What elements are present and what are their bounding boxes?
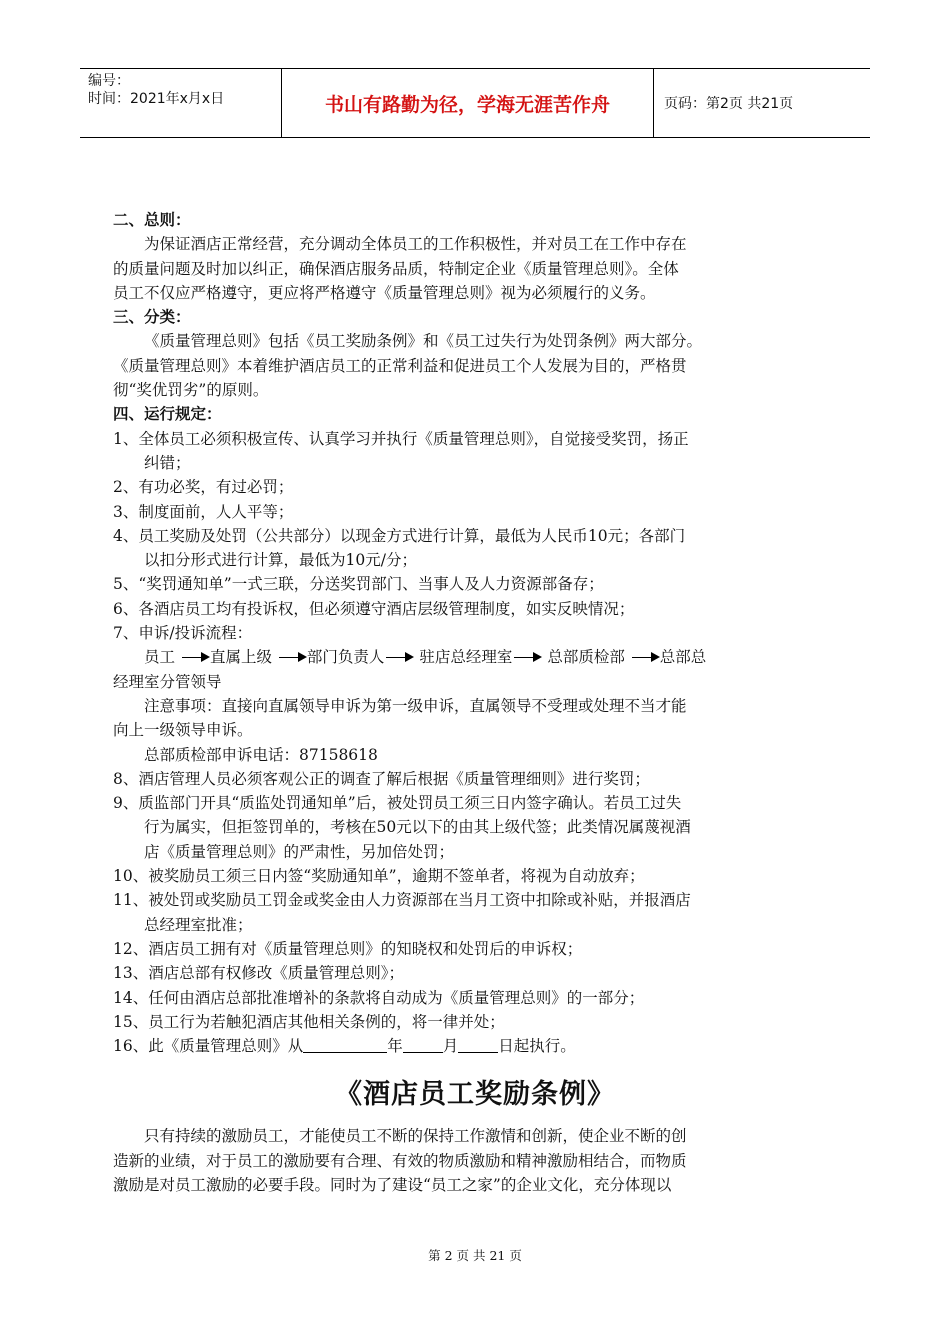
paragraph-line: 《质量管理总则》包括《员工奖励条例》和《员工过失行为处罚条例》两大部分。: [144, 332, 703, 351]
paragraph-line: 为保证酒店正常经营，充分调动全体员工的工作积极性，并对员工在工作中存在: [144, 235, 687, 254]
paragraph-line: 员工不仅应严格遵守，更应将严格遵守《质量管理总则》视为必须履行的义务。: [113, 283, 656, 302]
note-line: 向上一级领导申诉。: [113, 721, 253, 740]
rule-item: 2、有功必奖，有过必罚；: [113, 478, 294, 497]
rule-item: 14、任何由酒店总部批准增补的条款将自动成为《质量管理总则》的一部分；: [113, 988, 645, 1007]
rule-item: 15、员工行为若触犯酒店其他相关条例的，将一律并处；: [113, 1012, 505, 1031]
reward-title: 《酒店员工奖励条例》: [335, 1079, 615, 1111]
rule-item: 7、申诉/投诉流程：: [113, 624, 253, 643]
rule-item: 12、酒店员工拥有对《质量管理总则》的知晓权和处罚后的申诉权；: [113, 939, 583, 958]
flow-step: 员工: [144, 648, 176, 667]
section-heading-category: 三、分类：: [113, 308, 191, 327]
rule-item: 4、员工奖励及处罚（公共部分）以现金方式进行计算，最低为人民币10元；各部门: [113, 526, 686, 545]
header-meta: [80, 69, 282, 137]
rule-item: 11、被处罚或奖励员工罚金或奖金由人力资源部在当月工资中扣除或补贴，并报酒店: [113, 891, 691, 910]
arrow-right-icon: [512, 646, 542, 670]
paragraph-line: 造新的业绩，对于员工的激励要有合理、有效的物质激励和精神激励相结合，而物质: [113, 1151, 687, 1170]
paragraph-line: 《质量管理总则》本着维护酒店员工的正常利益和促进员工个人发展为目的，严格贯: [113, 356, 687, 375]
paragraph-line: 激励是对员工激励的必要手段。同时为了建设“员工之家”的企业文化，充分体现以: [113, 1175, 672, 1194]
blank-year-field: [303, 1036, 387, 1053]
rule-item-effective-date: 16、此《质量管理总则》从 年 月 日起执行。: [113, 1037, 576, 1056]
complaint-flow: [113, 645, 837, 669]
flow-step: 驻店总经理室: [419, 648, 513, 667]
paragraph-line: 的质量问题及时加以纠正，确保酒店服务品质，特制定企业《质量管理总则》。全体: [113, 259, 679, 278]
document-body: [113, 208, 837, 1197]
rule-item: 6、各酒店员工均有投诉权，但必须遵守酒店层级管理制度，如实反映情况；: [113, 599, 635, 618]
arrow-right-icon: [630, 646, 660, 670]
flow-step: 总部质检部: [547, 648, 625, 667]
blank-month-field: [403, 1036, 443, 1053]
section-heading-rules: 四、运行规定：: [113, 405, 222, 424]
complaint-phone: 总部质检部申诉电话：87158618: [144, 745, 378, 764]
header-motto: 书山有路勤为径，学海无涯苦作舟: [282, 69, 654, 137]
blank-day-field: [458, 1036, 498, 1053]
rule-item-continued: 行为属实，但拒签罚单的，考核在50元以下的由其上级代签；此类情况属蔑视酒: [144, 818, 691, 837]
section-heading-general: 二、总则：: [113, 211, 191, 229]
flow-step: 总部总: [659, 648, 707, 667]
rule-item: 8、酒店管理人员必须客观公正的调查了解后根据《质量管理细则》进行奖罚；: [113, 769, 650, 788]
rule-item-continued: 纠错；: [144, 453, 191, 472]
rule-item: 3、制度面前，人人平等；: [113, 502, 294, 521]
rule-item-continued: 以扣分形式进行计算，最低为10元/分；: [144, 551, 417, 570]
page-footer: 第 2 页 共 21 页: [428, 1248, 522, 1263]
rule-item: 1、全体员工必须积极宣传、认真学习并执行《质量管理总则》，自觉接受奖罚，扬正: [113, 429, 689, 448]
flow-step: 部门负责人: [306, 648, 385, 667]
flow-step: 直属上级: [209, 648, 272, 667]
rule-item-continued: 总经理室批准；: [144, 915, 253, 934]
rule-item-continued: 店《质量管理总则》的严肃性，另加倍处罚；: [144, 842, 455, 861]
arrow-right-icon: [180, 646, 210, 670]
rule-item: 9、质监部门开具“质监处罚通知单”后，被处罚员工须三日内签字确认。若员工过失: [113, 794, 682, 813]
paragraph-line: 彻“奖优罚劣”的原则。: [113, 381, 269, 400]
arrow-right-icon: [384, 646, 414, 670]
rule-item: 13、酒店总部有权修改《质量管理总则》；: [113, 964, 404, 983]
paragraph-line: 只有持续的激励员工，才能使员工不断的保持工作激情和创新，使企业不断的创: [144, 1127, 687, 1146]
flow-step-continued: 经理室分管领导: [113, 672, 222, 691]
note-line: 注意事项：直接向直属领导申诉为第一级申诉，直属领导不受理或处理不当才能: [144, 696, 687, 715]
serial-label: 编号：: [88, 73, 130, 89]
page-header: [80, 68, 870, 138]
date-label: 时间：2021年x月x日: [88, 91, 225, 107]
header-page-info: 页码：第2页 共21页: [664, 96, 794, 112]
rule-item: 5、“奖罚通知单”一式三联，分送奖罚部门、当事人及人力资源部备存；: [113, 575, 604, 594]
rule-item: 10、被奖励员工须三日内签“奖励通知单”，逾期不签单者，将视为自动放弃；: [113, 867, 645, 886]
arrow-right-icon: [277, 646, 307, 670]
